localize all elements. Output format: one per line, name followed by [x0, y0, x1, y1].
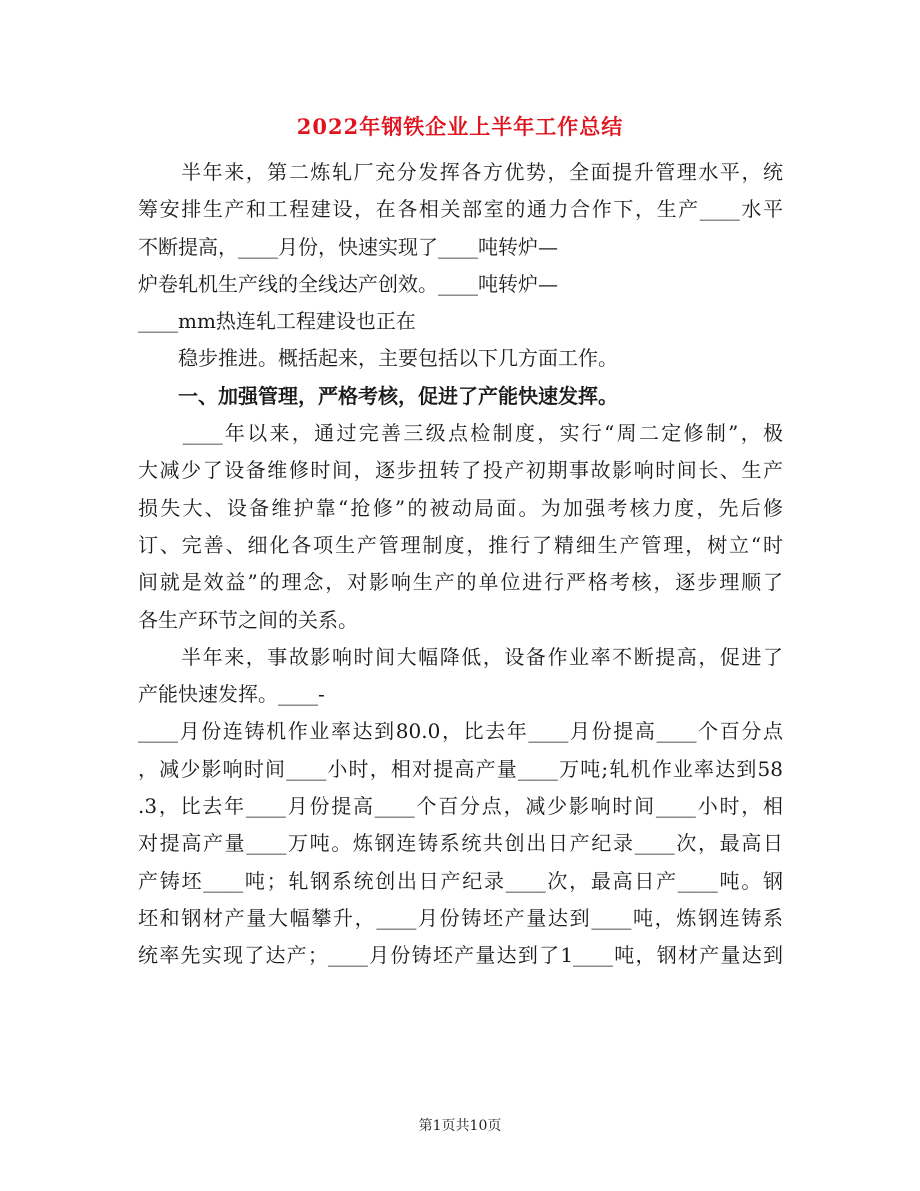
- document-body: [138, 154, 783, 975]
- body-line: 订、完善、细化各项生产管理制度，推行了精细生产管理，树立“时: [138, 532, 783, 557]
- body-line: 对提高产量____万吨。炼钢连铸系统共创出日产纪录____次，最高日: [138, 831, 783, 856]
- body-line: 损失大、设备维护靠“抢修”的被动局面。为加强考核力度，先后修: [138, 495, 783, 520]
- body-line: 稳步推进。概括起来，主要包括以下几方面工作。: [138, 346, 618, 371]
- body-line: 不断提高，____月份，快速实现了____吨转炉—: [138, 234, 558, 259]
- body-line: 各生产环节之间的关系。: [138, 607, 358, 632]
- body-line: 筹安排生产和工程建设，在各相关部室的通力合作下，生产____水平: [138, 197, 783, 222]
- body-line: ，减少影响时间____小时，相对提高产量____万吨;轧机作业率达到58: [138, 756, 783, 781]
- body-line: 半年来，事故影响时间大幅降低，设备作业率不断提高，促进了: [138, 644, 783, 669]
- body-line: ____mm热连轧工程建设也正在: [138, 309, 416, 334]
- document-title: 2022年钢铁企业上半年工作总结: [296, 114, 624, 139]
- body-line: .3，比去年____月份提高____个百分点，减少影响时间____小时，相: [138, 794, 783, 819]
- body-line: 产能快速发挥。____-: [138, 682, 325, 707]
- page-number: 第1页共10页: [418, 1118, 502, 1134]
- body-line: 坯和钢材产量大幅攀升，____月份铸坯产量达到____吨，炼钢连铸系: [138, 905, 783, 930]
- body-line: 产铸坯____吨；轧钢系统创出日产纪录____次，最高日产____吨。钢: [138, 868, 783, 893]
- body-line: 统率先实现了达产；____月份铸坯产量达到了1____吨，钢材产量达到: [138, 943, 783, 968]
- body-line: 间就是效益”的理念，对影响生产的单位进行严格考核，逐步理顺了: [138, 570, 783, 595]
- section-heading: 一、加强管理，严格考核，促进了产能快速发挥。: [138, 383, 618, 408]
- body-line: ____月份连铸机作业率达到80.0，比去年____月份提高____个百分点: [138, 719, 783, 744]
- body-line: 炉卷轧机生产线的全线达产创效。____吨转炉—: [138, 271, 558, 296]
- body-line: 大减少了设备维修时间，逐步扭转了投产初期事故影响时间长、生产: [138, 458, 783, 483]
- body-line: 半年来，第二炼轧厂充分发挥各方优势，全面提升管理水平，统: [138, 160, 783, 184]
- body-line: ____年以来，通过完善三级点检制度，实行“周二定修制”，极: [138, 421, 783, 446]
